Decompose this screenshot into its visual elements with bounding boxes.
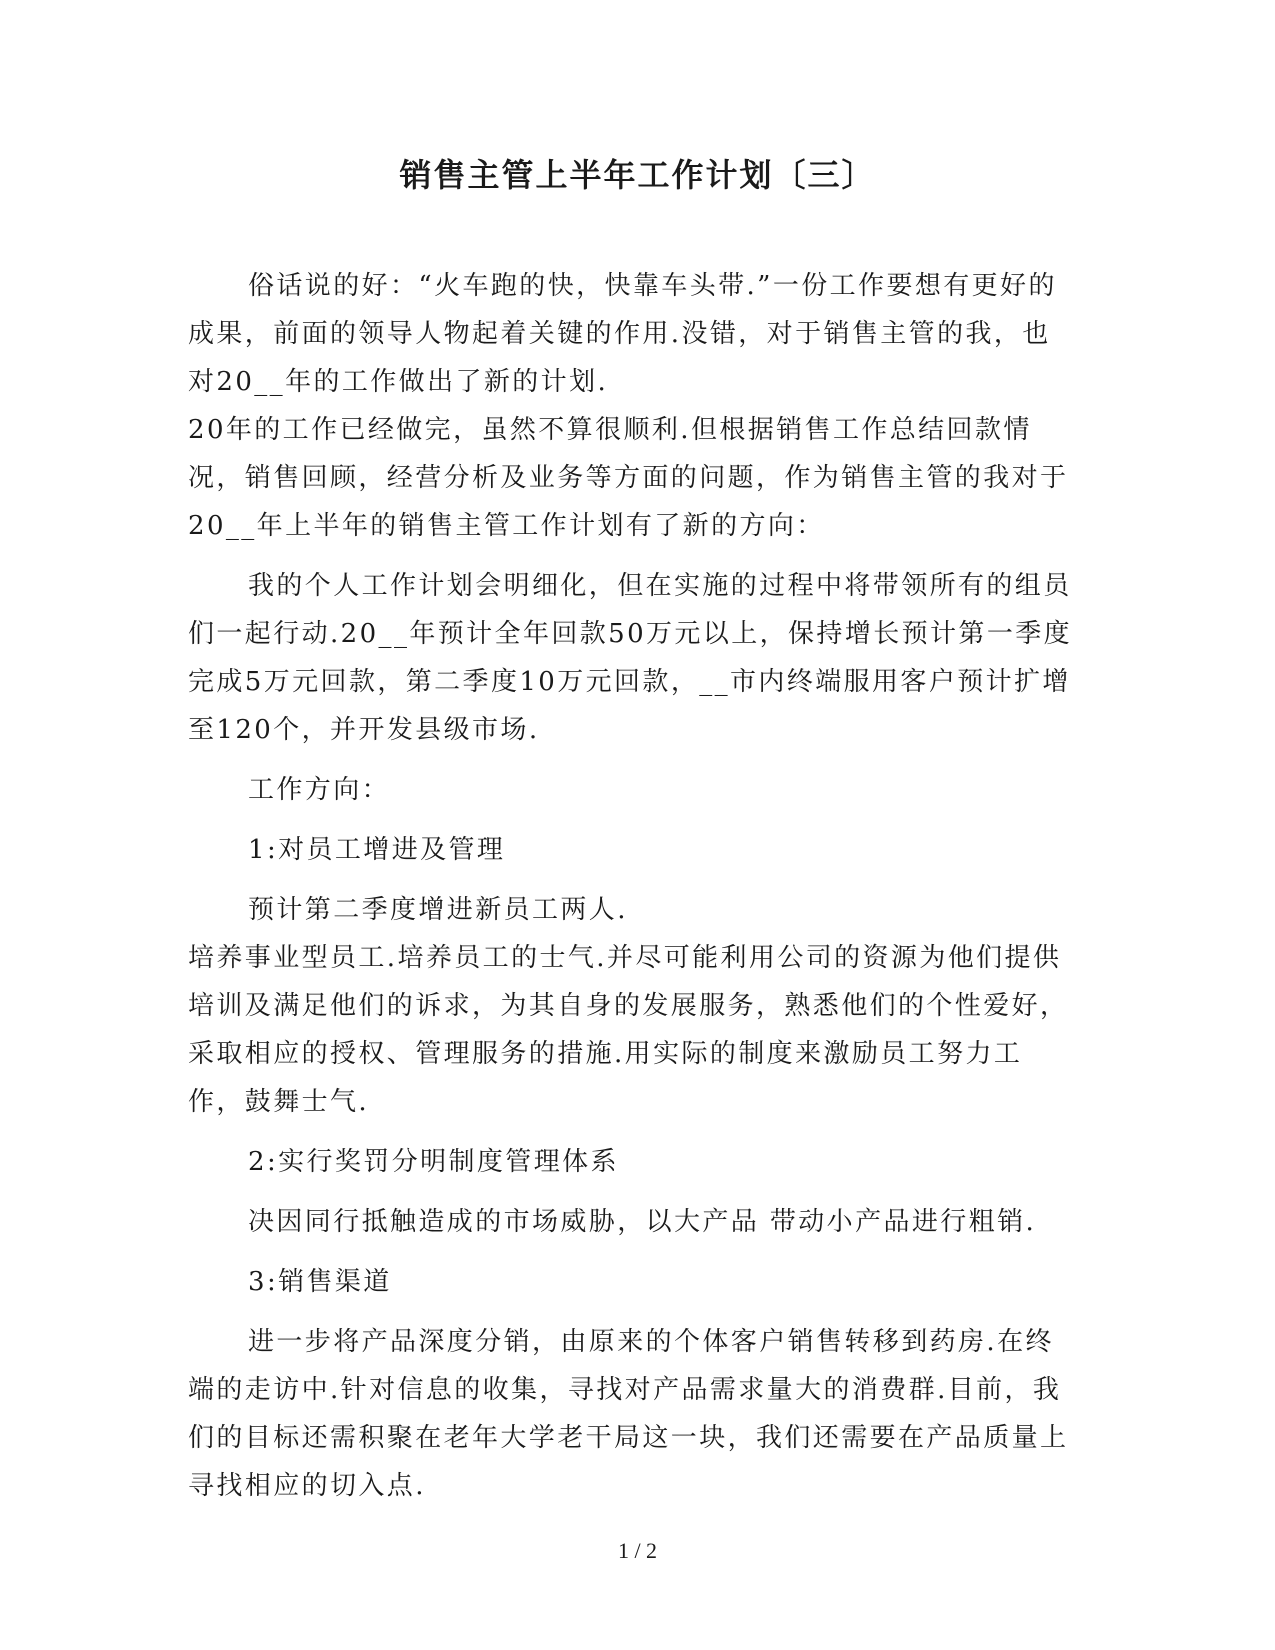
paragraph-intro: 俗话说的好：“火车跑的快，快靠车头带.”一份工作要想有更好的成果，前面的领导人物起着关键的作用.没错，对于销售主管的我，也对20__年的工作做出了新的计划. bbox=[188, 271, 1057, 397]
document-body bbox=[188, 262, 1073, 1510]
section-heading-work-direction: 工作方向： bbox=[248, 775, 391, 805]
paragraph-review: 20年的工作已经做完，虽然不算很顺利.但根据销售工作总结回款情况，销售回顾，经营分析及业务等方面的问题，作为销售主管的我对于20__年上半年的销售主管工作计划有了新的方向： bbox=[188, 415, 1069, 541]
paragraph-market: 决因同行抵触造成的市场威胁，以大产品 带动小产品进行粗销. bbox=[248, 1207, 1037, 1237]
paragraph-plan: 我的个人工作计划会明细化，但在实施的过程中将带领所有的组员们一起行动.20__年预计全年回款50万元以上，保持增长预计第一季度完成5万元回款，第二季度10万元回款，__市内终端服用客户预计扩增至120个，并开发县级市场. bbox=[188, 571, 1073, 745]
paragraph-new-staff: 预计第二季度增进新员工两人. bbox=[248, 895, 628, 925]
paragraph-channel: 进一步将产品深度分销，由原来的个体客户销售转移到药房.在终端的走访中.针对信息的收集，寻找对产品需求量大的消费群.目前，我们的目标还需积聚在老年大学老干局这一块，我们还需要在产品质量上寻找相应的切入点. bbox=[188, 1327, 1069, 1501]
page-number: 1 / 2 bbox=[617, 1538, 658, 1563]
item-heading-3: 3:销售渠道 bbox=[248, 1267, 392, 1297]
item-heading-2: 2:实行奖罚分明制度管理体系 bbox=[248, 1147, 619, 1177]
paragraph-training: 培养事业型员工.培养员工的士气.并尽可能利用公司的资源为他们提供培训及满足他们的诉求，为其自身的发展服务，熟悉他们的个性爱好，采取相应的授权、管理服务的措施.用实际的制度来激励员工努力工作，鼓舞士气. bbox=[188, 943, 1069, 1117]
document-title: 销售主管上半年工作计划〔三〕 bbox=[399, 156, 876, 194]
item-heading-1: 1:对员工增进及管理 bbox=[248, 835, 506, 865]
